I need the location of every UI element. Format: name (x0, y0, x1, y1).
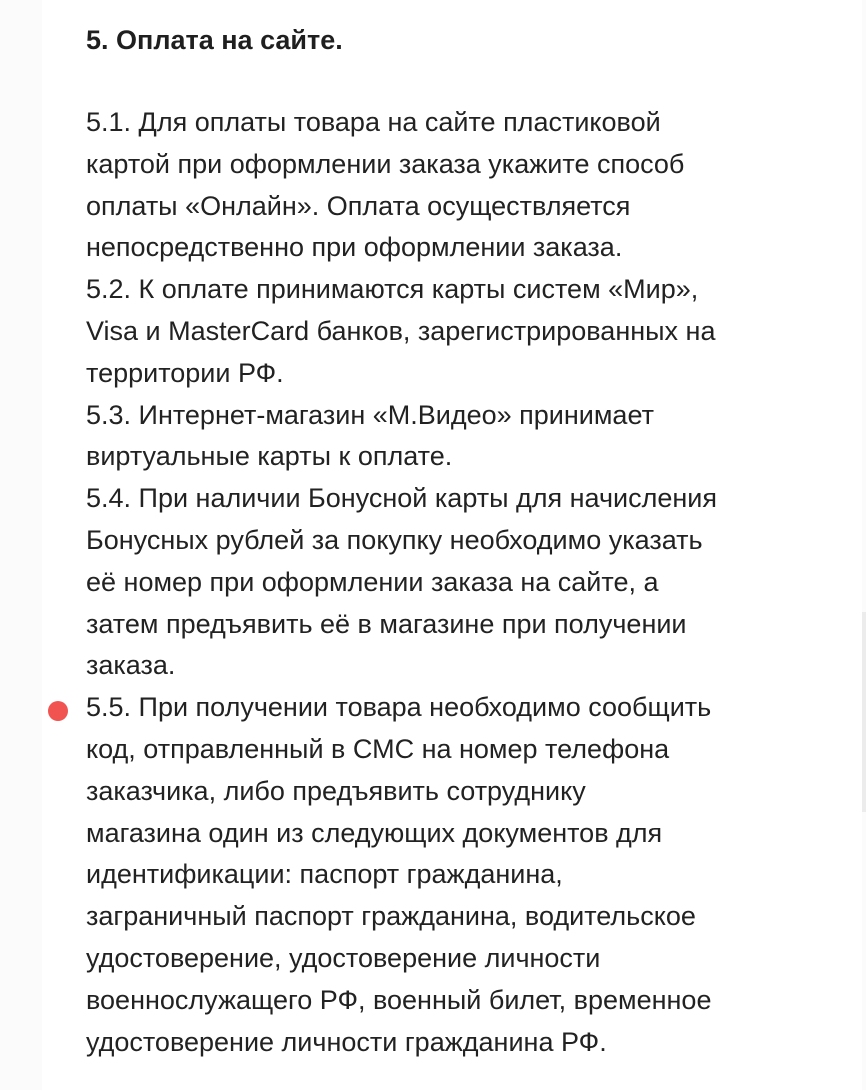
text-line: затем предъявить её в магазине при получении (86, 608, 687, 639)
text-line: 5.4. При наличии Бонусной карты для начисления (86, 483, 718, 514)
text-line: военнослужащего РФ, военный билет, временное (86, 984, 712, 1015)
text-line: картой при оформлении заказа укажите способ (86, 148, 685, 179)
paragraph-5-1 (86, 102, 826, 269)
document-content (42, 0, 862, 1090)
paragraph-5-2 (86, 269, 826, 394)
section-title: 5. Оплата на сайте. (86, 25, 343, 55)
text-line: идентификации: паспорт гражданина, (86, 859, 563, 890)
text-line: удостоверение, удостоверение личности (86, 942, 601, 973)
red-dot-marker-icon (48, 701, 68, 721)
scrollbar[interactable] (862, 612, 866, 812)
text-line: магазина один из следующих документов для (86, 817, 663, 848)
text-line: территории РФ. (86, 357, 284, 388)
text-line: код, отправленный в СМС на номер телефона (86, 733, 670, 764)
text-line: непосредственно при оформлении заказа. (86, 232, 623, 263)
text-line: 5.3. Интернет-магазин «М.Видео» принимает (86, 399, 654, 430)
text-line: её номер при оформлении заказа на сайте, а (86, 566, 659, 597)
text-line: виртуальные карты к оплате. (86, 441, 453, 472)
text-line: Бонусных рублей за покупку необходимо указать (86, 524, 703, 555)
text-line: 5.2. К оплате принимаются карты систем «Мир», (86, 274, 699, 305)
text-line: 5.1. Для оплаты товара на сайте пластиковой (86, 107, 661, 137)
text-line: заказчика, либо предъявить сотруднику (86, 775, 586, 806)
text-line: оплаты «Онлайн». Оплата осуществляется (86, 190, 631, 221)
paragraph-5-3 (86, 395, 826, 479)
paragraph-5-4 (86, 478, 826, 687)
text-line: заказа. (86, 650, 176, 681)
text-line: 5.5. При получении товара необходимо сообщить (86, 692, 712, 723)
text-line: заграничный паспорт гражданина, водительское (86, 901, 696, 932)
text-line: Visa и MasterCard банков, зарегистрированных на (86, 315, 716, 346)
paragraph-5-5 (86, 687, 826, 1063)
text-line: удостоверение личности гражданина РФ. (86, 1026, 607, 1057)
